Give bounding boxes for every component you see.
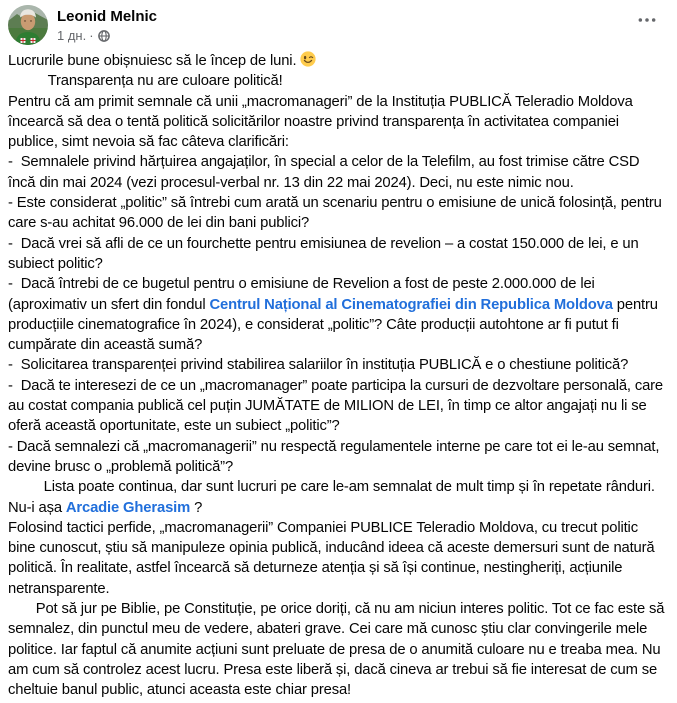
avatar[interactable] bbox=[8, 5, 48, 45]
bullet-buget-revelion bbox=[8, 274, 669, 355]
author-name[interactable]: Leonid Melnic bbox=[57, 8, 158, 25]
slogan-line bbox=[8, 71, 669, 91]
ellipsis-icon bbox=[637, 8, 657, 32]
meta-separator: · bbox=[89, 28, 94, 43]
post-meta-row bbox=[57, 28, 157, 44]
text-segment: - Este considerat „politic” să întrebi cum arată un scenariu pentru o emisiune de unică folosință, pentru care s-au achitat 96.000 de lei din bani publici? bbox=[8, 195, 666, 232]
header-meta bbox=[57, 5, 157, 44]
tactici-paragraph bbox=[8, 518, 669, 599]
entity-link[interactable]: Arcadie Gherasim bbox=[65, 499, 191, 516]
bullet-semnalele bbox=[8, 152, 669, 193]
globe-icon bbox=[98, 30, 110, 42]
text-segment: Pentru că am primit semnale că unii „macromanageri” de la Instituția PUBLICĂ Teleradio Moldova încearcă să dea o tentă politică solicitărilor noastre privind transparența în activitatea companiei publice, simt nevoia să fac câteva clarificări: bbox=[8, 93, 637, 151]
bullet-fourchette bbox=[8, 234, 669, 275]
bullet-salarii bbox=[8, 355, 669, 375]
text-segment: Folosind tactici perfide, „macromanagerii” Companiei PUBLICE Teleradio Moldova, cu trecut politic bine cunoscut, știu să manipuleze opinia publică, inducând ideea că aceste demersuri sunt de natură politică. În realitate, astfel încearcă să deturneze atenția și să își continue, nestingheriți, acțiunile netransparente. bbox=[8, 519, 659, 597]
post-text bbox=[0, 45, 677, 701]
more-options-button[interactable] bbox=[631, 8, 663, 32]
text-segment: pentru producțiile cinematografice în 2024), e considerat „politic”? Câte producții autohtone ar fi putut fi cumpărate din această sumă? bbox=[8, 296, 662, 354]
timestamp[interactable]: 1 дн. bbox=[57, 28, 87, 43]
entity-link[interactable]: Centrul Național al Cinematografiei din Republica Moldova bbox=[209, 296, 613, 313]
text-segment: Pot să jur pe Biblie, pe Constituție, pe orice doriți, că nu am niciun interes politic. Tot ce fac este să semnalez, din punctul meu de vedere, abateri grave. Cei care mă cunosc știu clar convingerile mele politice. Iar faptul că anumite acțiuni sunt preluate de presa de o anumită culoare nu e treaba mea. Nu am cum să controlez acest lucru. Presa este liberă și, dacă cineva ar trebui să fie interesat de cum se cheltuie banul public, atunci aceasta este chiar presa! bbox=[8, 601, 669, 699]
text-segment: - Solicitarea transparenței privind stabilirea salariilor în instituția PUBLICĂ e o chestiune politică? bbox=[8, 357, 629, 374]
bullet-scenariu bbox=[8, 193, 669, 234]
text-segment: - Semnalele privind hărțuirea angajaților, în special a celor de la Telefilm, au fost trimise către CSD încă din mai 2024 (vezi procesul-verbal nr. 13 din 22 mai 2024). Deci, nu este nimic nou. bbox=[8, 154, 644, 191]
text-segment: - Dacă semnalezi că „macromanagerii” nu respectă regulamentele interne pe care tot ei le-au semnat, devine brusc o „problemă politică”? bbox=[8, 438, 664, 475]
text-segment: - Dacă vrei să afli de ce un fourchette pentru emisiunea de revelion – a costat 150.000 de lei, e un subiect politic? bbox=[8, 235, 643, 272]
closing-paragraph bbox=[8, 599, 669, 700]
post-header bbox=[0, 0, 677, 45]
wink-emoji bbox=[300, 51, 316, 67]
text-segment: Lucrurile bune obișnuiesc să le încep de luni. bbox=[8, 53, 301, 69]
intro-line bbox=[8, 51, 669, 71]
bullet-cursuri bbox=[8, 376, 669, 437]
lista-paragraph bbox=[8, 477, 669, 518]
bullet-regulamente bbox=[8, 437, 669, 478]
text-segment: ? bbox=[190, 499, 203, 516]
text-segment: - Dacă te interesezi de ce un „macromanager” poate participa la cursuri de dezvoltare personală, care au costat compania publică cel puțin JUMĂTATE de MILION de LEI, în timp ce altor angajați nu li se oferă această oportunitate, este un subiect „politic”? bbox=[8, 377, 667, 435]
text-segment: Lista poate continua, dar sunt lucruri pe care le-am semnalat de mult timp și în repetate rânduri. Nu-i așa bbox=[8, 479, 659, 516]
context-paragraph bbox=[8, 92, 669, 153]
text-segment: Transparența nu are culoare politică! bbox=[8, 73, 283, 90]
text-segment: - Dacă întrebi de ce bugetul pentru o emisiune de Revelion a fost de peste 2.000.000 de lei (aproximativ un sfert din fondul bbox=[8, 276, 599, 313]
avatar-photo bbox=[8, 5, 48, 45]
